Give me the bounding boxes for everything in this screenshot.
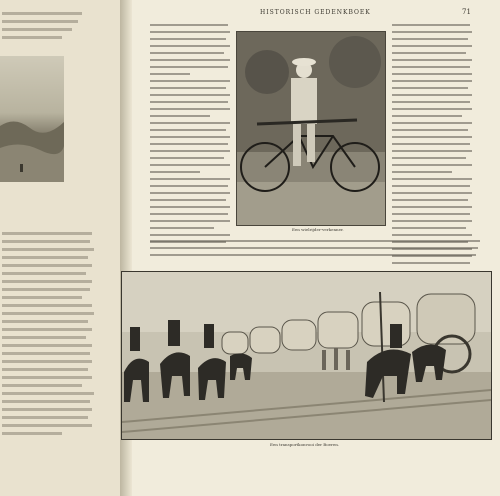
text-line — [2, 416, 88, 419]
text-line — [2, 36, 62, 39]
text-column-left — [150, 24, 230, 248]
text-line — [2, 232, 92, 235]
text-line — [2, 248, 94, 251]
text-line — [2, 384, 82, 387]
convoy-illustration — [121, 271, 492, 440]
text-line — [2, 392, 94, 395]
text-line — [2, 352, 90, 355]
text-line — [2, 344, 92, 347]
text-line — [2, 12, 82, 15]
page-number: 71 — [462, 8, 471, 16]
convoy-caption: Een transportkonvooi der Boeren. — [270, 442, 340, 447]
text-line — [2, 28, 72, 31]
text-line — [2, 432, 62, 435]
text-line — [2, 256, 88, 259]
text-line — [2, 288, 90, 291]
text-line — [2, 240, 90, 243]
text-line — [2, 304, 92, 307]
running-header: HISTORISCH GEDENKBOEK — [260, 9, 371, 16]
text-line — [2, 376, 92, 379]
text-line — [2, 408, 92, 411]
text-line — [2, 272, 86, 275]
left-page-photo — [0, 56, 64, 182]
text-block-full — [150, 240, 480, 261]
text-line — [2, 20, 78, 23]
text-line — [2, 368, 88, 371]
text-line — [2, 312, 94, 315]
text-line — [2, 264, 92, 267]
text-column-right — [392, 24, 472, 269]
cyclist-caption: Een wielrijder-verkenner. — [292, 227, 344, 232]
landscape-illustration — [0, 56, 64, 182]
text-line — [2, 328, 92, 331]
left-page — [0, 0, 128, 496]
cyclist-illustration — [237, 32, 385, 225]
text-line — [2, 336, 86, 339]
text-line — [2, 280, 92, 283]
text-line — [2, 360, 92, 363]
convoy-scene — [122, 272, 491, 439]
text-line — [2, 424, 92, 427]
cyclist-photo — [236, 31, 386, 226]
text-line — [2, 296, 82, 299]
text-line — [2, 320, 88, 323]
text-line — [2, 400, 90, 403]
